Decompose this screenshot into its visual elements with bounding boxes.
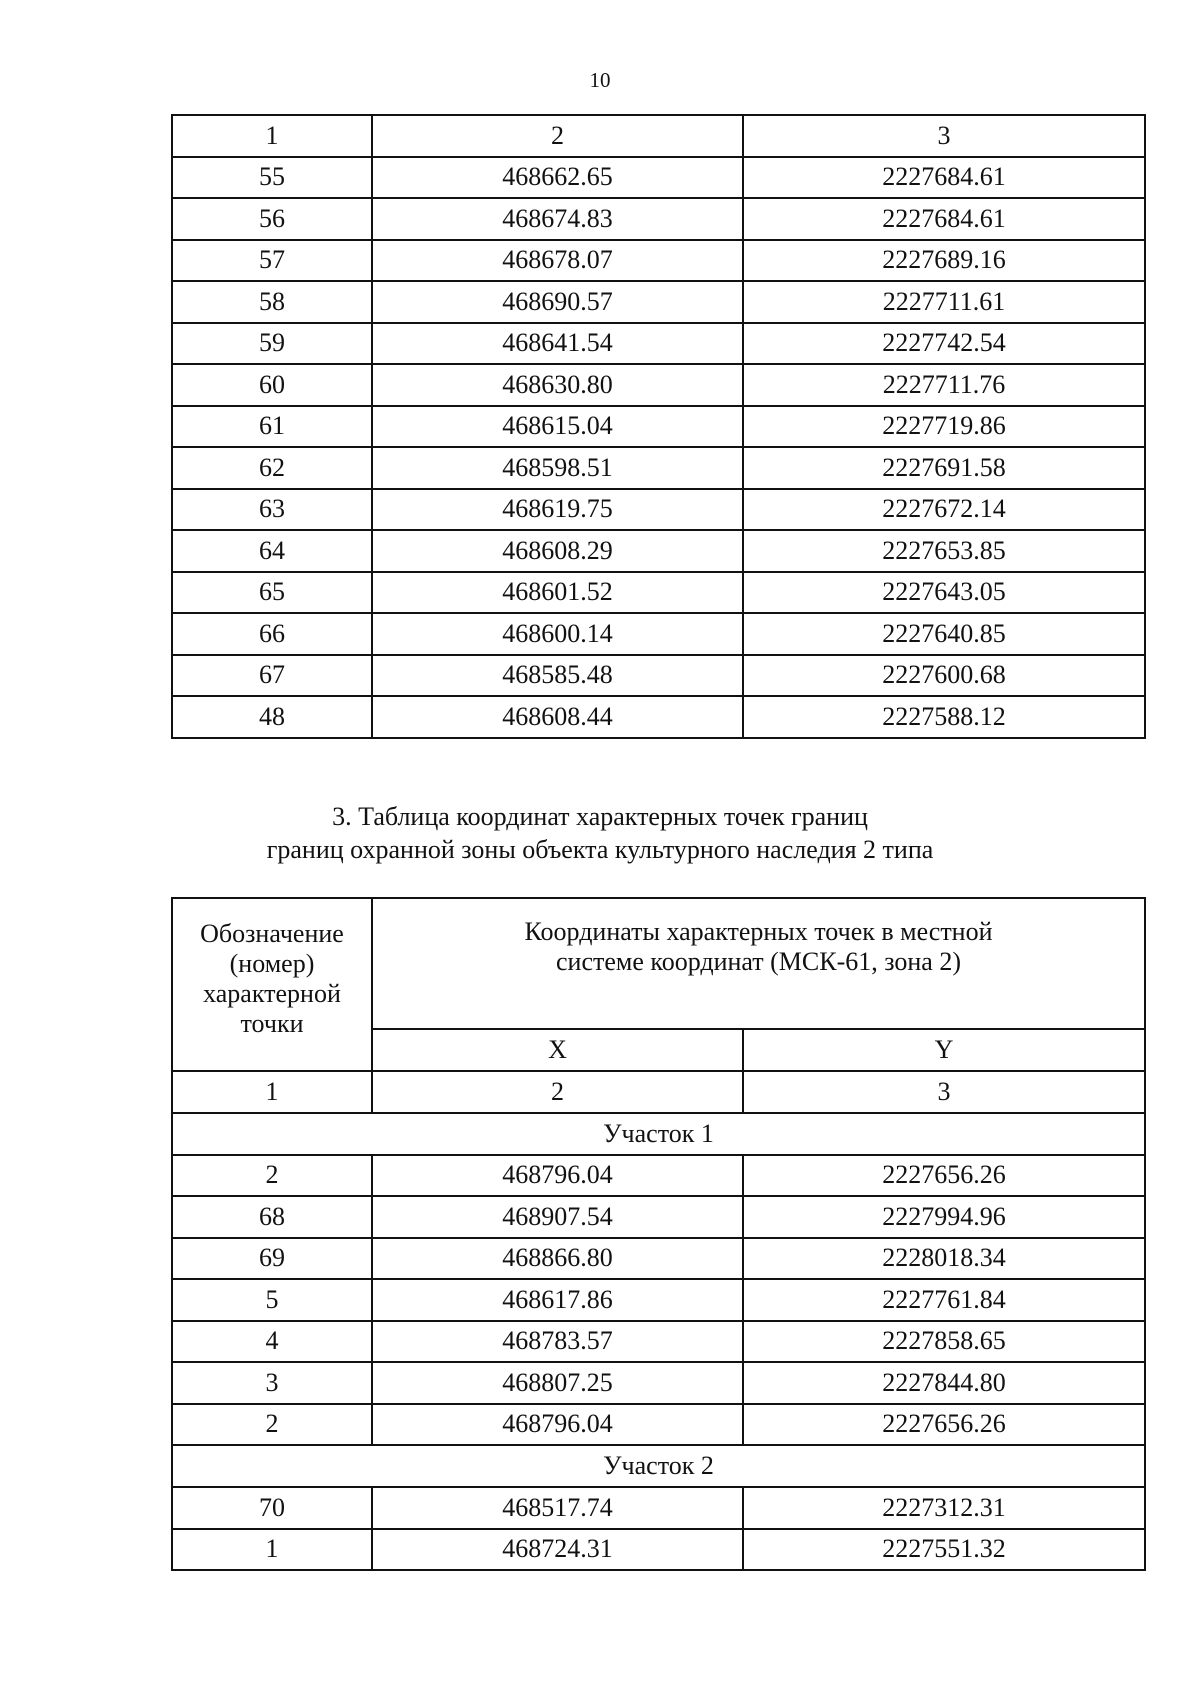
point-number-cell: 4	[172, 1321, 372, 1363]
column-number-3: 3	[743, 1071, 1145, 1113]
column-number-1: 1	[172, 115, 372, 157]
point-number-cell: 60	[172, 364, 372, 406]
point-label-header-line: (номер)	[229, 948, 315, 978]
coordinates-header-line: Координаты характерных точек в местной	[524, 917, 993, 946]
x-coordinate-cell: 468517.74	[372, 1487, 743, 1529]
column-number-1: 1	[172, 1071, 372, 1113]
coordinates-header	[372, 898, 1145, 1029]
point-number-cell: 5	[172, 1279, 372, 1321]
y-coordinate-cell: 2227653.85	[743, 530, 1145, 572]
y-coordinate-cell: 2227672.14	[743, 489, 1145, 531]
point-number-cell: 62	[172, 447, 372, 489]
y-coordinate-cell: 2227742.54	[743, 323, 1145, 365]
y-coordinate-cell: 2227711.61	[743, 281, 1145, 323]
x-coordinate-cell: 468807.25	[372, 1362, 743, 1404]
table-row	[172, 1238, 1145, 1280]
point-number-cell: 70	[172, 1487, 372, 1529]
y-coordinate-cell: 2227684.61	[743, 157, 1145, 199]
column-number-2: 2	[372, 1071, 743, 1113]
section-title-line-1: 3. Таблица координат характерных точек границ	[332, 802, 868, 831]
y-coordinate-cell: 2227719.86	[743, 406, 1145, 448]
point-number-cell: 66	[172, 613, 372, 655]
point-number-cell: 67	[172, 655, 372, 697]
point-number-cell: 64	[172, 530, 372, 572]
point-number-cell: 68	[172, 1196, 372, 1238]
point-number-cell: 56	[172, 198, 372, 240]
y-coordinate-cell: 2227656.26	[743, 1155, 1145, 1197]
y-coordinate-cell: 2228018.34	[743, 1238, 1145, 1280]
point-label-header-line: характерной	[203, 978, 341, 1008]
table-row	[172, 281, 1145, 323]
x-coordinate-cell: 468598.51	[372, 447, 743, 489]
point-number-cell: 57	[172, 240, 372, 282]
point-number-cell: 59	[172, 323, 372, 365]
x-coordinate-cell: 468615.04	[372, 406, 743, 448]
point-number-cell: 55	[172, 157, 372, 199]
y-coordinate-cell: 2227684.61	[743, 198, 1145, 240]
point-label-header-line: Обозначение	[200, 919, 344, 948]
y-coordinate-cell: 2227551.32	[743, 1529, 1145, 1571]
x-coordinate-cell: 468619.75	[372, 489, 743, 531]
point-label-header	[172, 898, 372, 1071]
section-title	[0, 800, 1200, 866]
table-row	[172, 613, 1145, 655]
point-number-cell: 61	[172, 406, 372, 448]
point-number-cell: 3	[172, 1362, 372, 1404]
x-coordinate-cell: 468630.80	[372, 364, 743, 406]
x-coordinate-cell: 468608.29	[372, 530, 743, 572]
column-number-3: 3	[743, 115, 1145, 157]
table-row	[172, 406, 1145, 448]
x-coordinate-cell: 468585.48	[372, 655, 743, 697]
table-row	[172, 1321, 1145, 1363]
table-row	[172, 530, 1145, 572]
section-title-cell: Участок 1	[172, 1113, 1145, 1155]
y-header: Y	[743, 1029, 1145, 1071]
table-row	[172, 447, 1145, 489]
x-coordinate-cell: 468796.04	[372, 1155, 743, 1197]
point-label-header-line: точки	[240, 1008, 304, 1038]
numbering-row	[172, 1071, 1145, 1113]
column-number-2: 2	[372, 115, 743, 157]
x-coordinate-cell: 468600.14	[372, 613, 743, 655]
x-coordinate-cell: 468617.86	[372, 1279, 743, 1321]
section-title-line-2: границ охранной зоны объекта культурного наследия 2 типа	[266, 835, 934, 864]
y-coordinate-cell: 2227588.12	[743, 696, 1145, 738]
point-number-cell: 58	[172, 281, 372, 323]
x-coordinate-cell: 468641.54	[372, 323, 743, 365]
table-row	[172, 1529, 1145, 1571]
y-coordinate-cell: 2227656.26	[743, 1404, 1145, 1446]
table-header-row	[172, 898, 1145, 1029]
coordinates-header-line: системе координат (МСК-61, зона 2)	[556, 946, 961, 976]
section-title-cell: Участок 2	[172, 1445, 1145, 1487]
y-coordinate-cell: 2227640.85	[743, 613, 1145, 655]
table-row	[172, 323, 1145, 365]
x-coordinate-cell: 468796.04	[372, 1404, 743, 1446]
bottom-coordinates-table	[171, 897, 1146, 1571]
x-coordinate-cell: 468601.52	[372, 572, 743, 614]
point-number-cell: 65	[172, 572, 372, 614]
x-coordinate-cell: 468662.65	[372, 157, 743, 199]
table-row	[172, 198, 1145, 240]
y-coordinate-cell: 2227691.58	[743, 447, 1145, 489]
y-coordinate-cell: 2227711.76	[743, 364, 1145, 406]
table-row	[172, 1196, 1145, 1238]
point-number-cell: 63	[172, 489, 372, 531]
point-number-cell: 69	[172, 1238, 372, 1280]
table-row	[172, 364, 1145, 406]
x-coordinate-cell: 468608.44	[372, 696, 743, 738]
y-coordinate-cell: 2227844.80	[743, 1362, 1145, 1404]
table-row	[172, 1155, 1145, 1197]
point-number-cell: 1	[172, 1529, 372, 1571]
page-number: 10	[589, 68, 611, 92]
table-row	[172, 1362, 1145, 1404]
table-row	[172, 1279, 1145, 1321]
x-coordinate-cell: 468724.31	[372, 1529, 743, 1571]
table-row	[172, 696, 1145, 738]
section-row	[172, 1445, 1145, 1487]
y-coordinate-cell: 2227858.65	[743, 1321, 1145, 1363]
section-row	[172, 1113, 1145, 1155]
x-coordinate-cell: 468674.83	[372, 198, 743, 240]
table-row	[172, 1404, 1145, 1446]
point-number-cell: 48	[172, 696, 372, 738]
point-number-cell: 2	[172, 1404, 372, 1446]
table-row	[172, 489, 1145, 531]
x-coordinate-cell: 468866.80	[372, 1238, 743, 1280]
y-coordinate-cell: 2227643.05	[743, 572, 1145, 614]
y-coordinate-cell: 2227994.96	[743, 1196, 1145, 1238]
top-coordinates-table	[171, 114, 1146, 739]
table-row	[172, 572, 1145, 614]
x-coordinate-cell: 468907.54	[372, 1196, 743, 1238]
x-coordinate-cell: 468678.07	[372, 240, 743, 282]
table-row	[172, 1487, 1145, 1529]
table-header-row	[172, 115, 1145, 157]
y-coordinate-cell: 2227312.31	[743, 1487, 1145, 1529]
table-row	[172, 655, 1145, 697]
x-coordinate-cell: 468783.57	[372, 1321, 743, 1363]
y-coordinate-cell: 2227600.68	[743, 655, 1145, 697]
table-row	[172, 240, 1145, 282]
x-header: X	[372, 1029, 743, 1071]
point-number-cell: 2	[172, 1155, 372, 1197]
x-coordinate-cell: 468690.57	[372, 281, 743, 323]
y-coordinate-cell: 2227689.16	[743, 240, 1145, 282]
y-coordinate-cell: 2227761.84	[743, 1279, 1145, 1321]
table-row	[172, 157, 1145, 199]
